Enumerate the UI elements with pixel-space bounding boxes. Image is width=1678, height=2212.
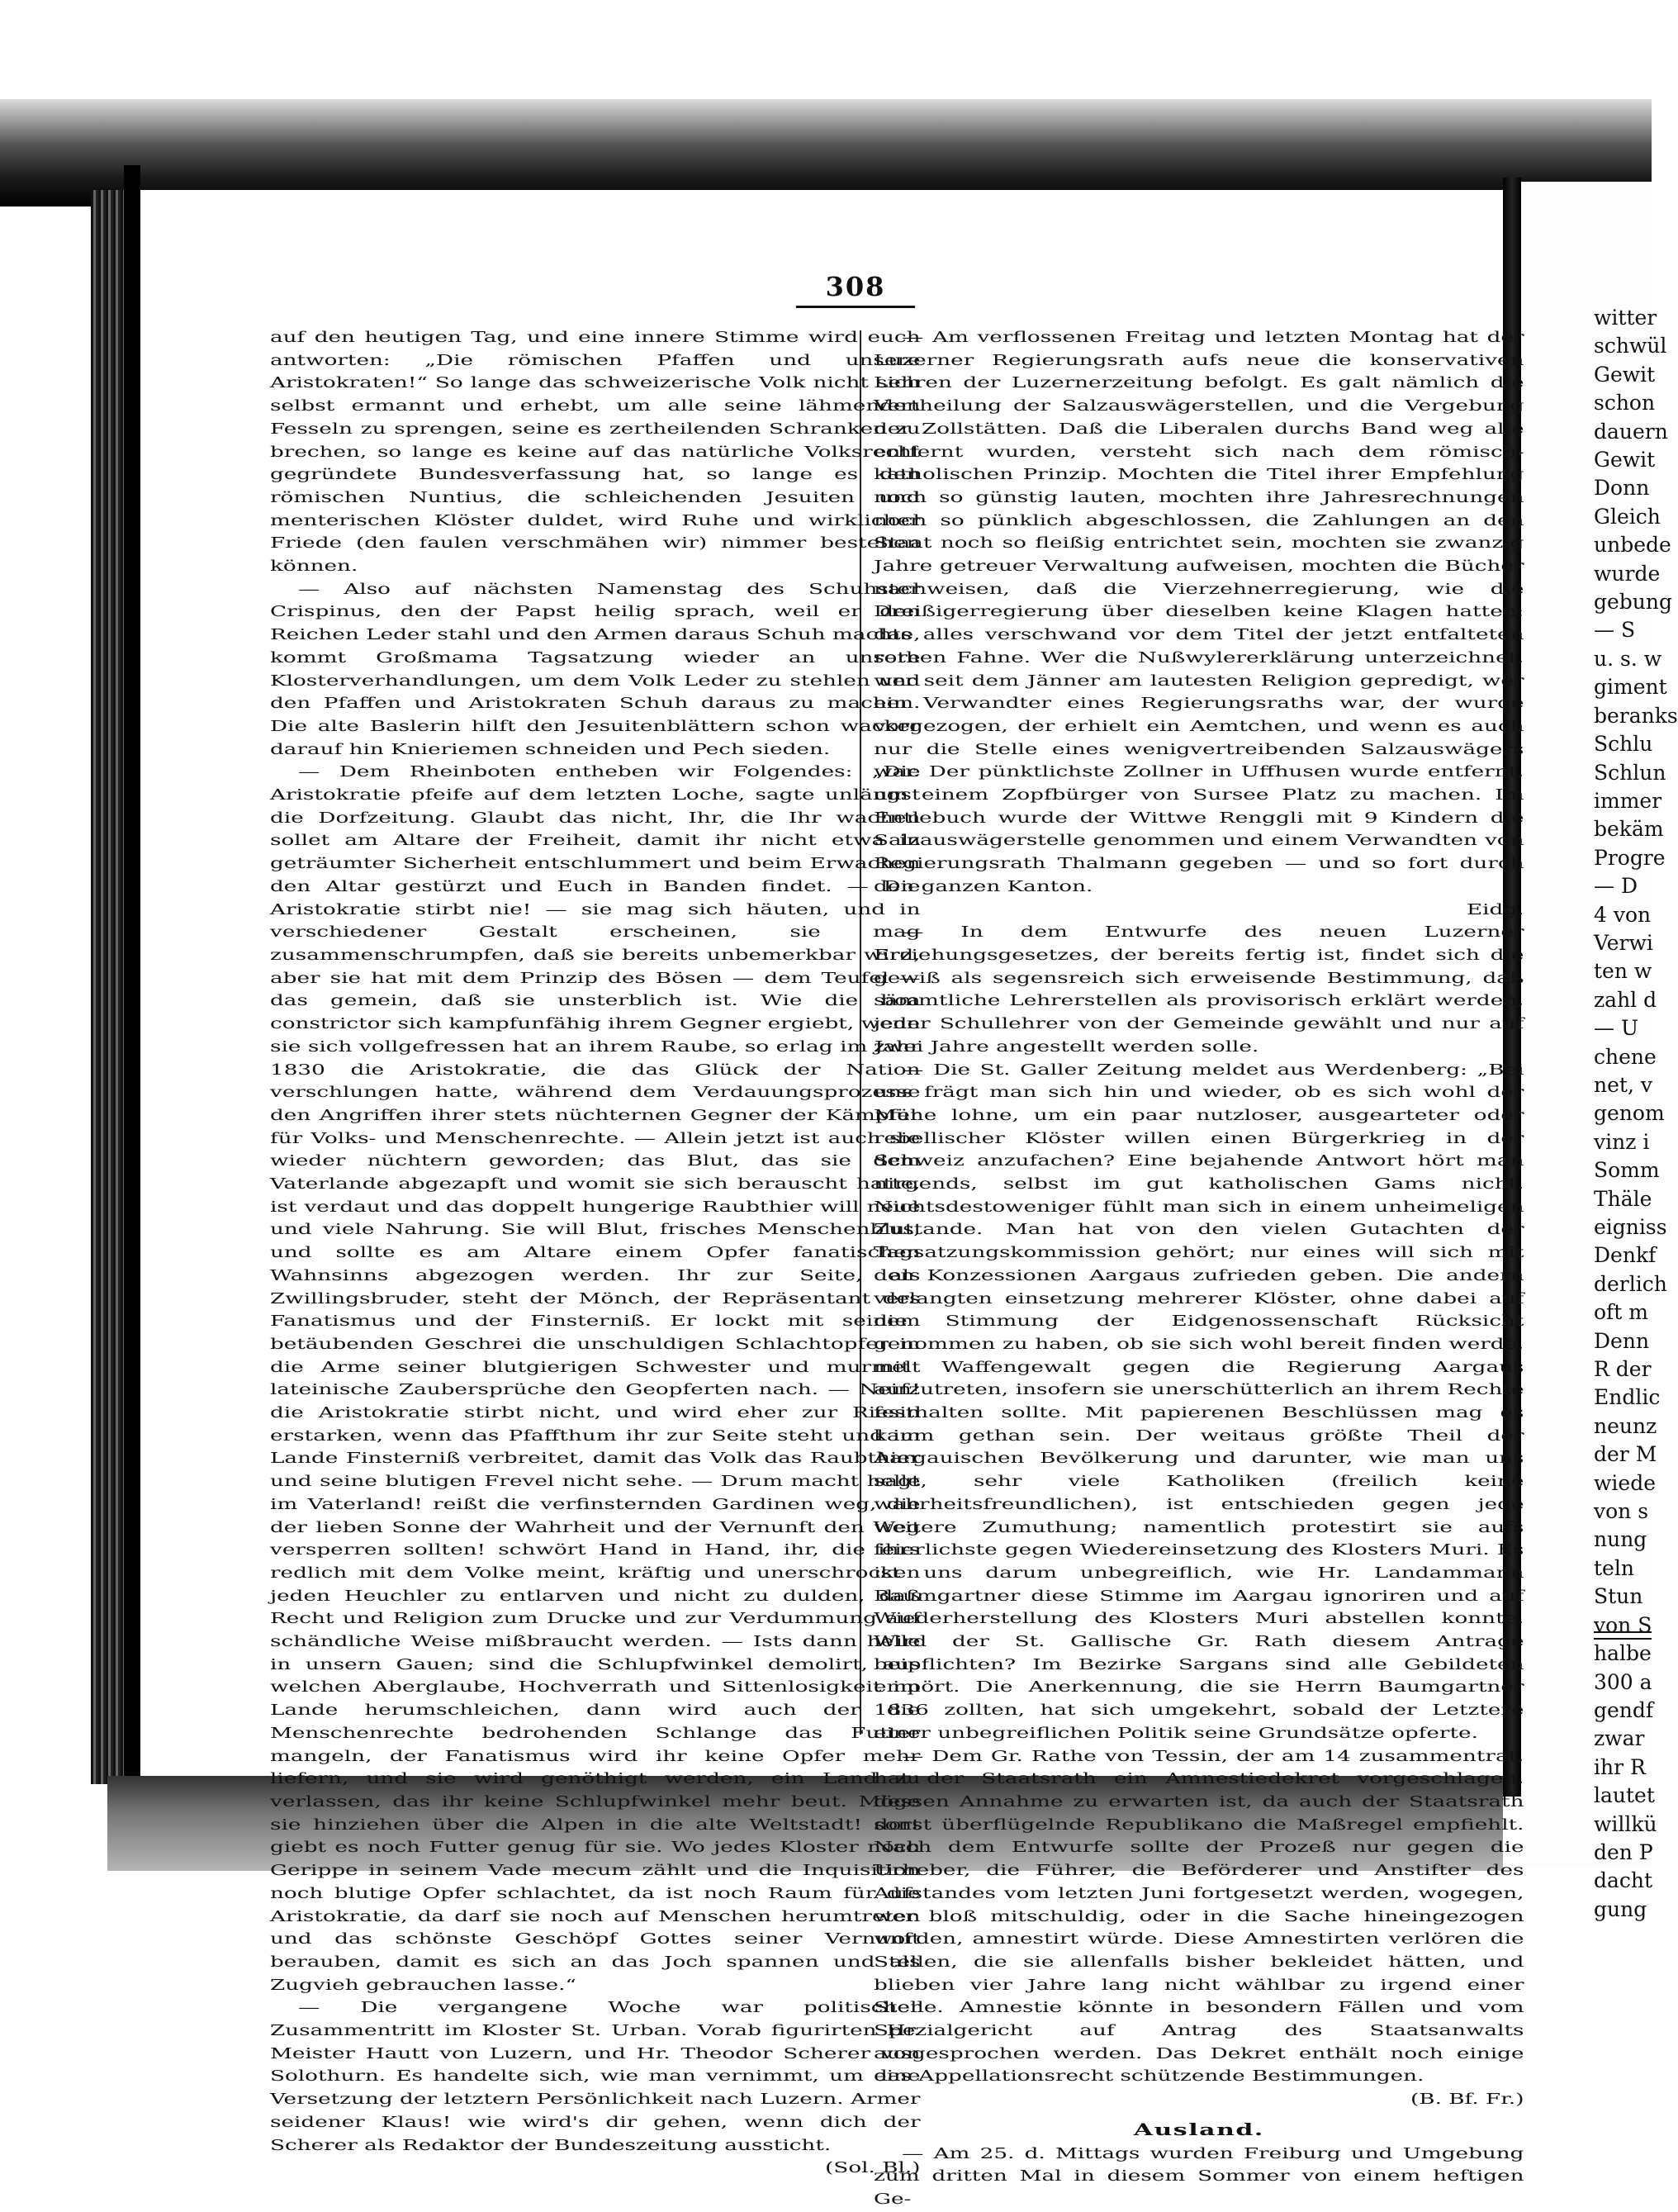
- article-text: — Die vergangene Woche war politischer Zusammentritt im Kloster St. Urban. Vorab figurirten Hr. Meister Hautt von Luzern, und Hr. Theodor Scherer von Solothurn. Es handelte sich, wie man vernimmt, um eine Versetzung der letztern Persönlichkeit nach Luzern. Armer seidener Klaus! wie wird's dir gehen, wenn dich der Scherer als Redaktor der Bundeszeitung aussticht.: [270, 2000, 921, 2154]
- right-column: [874, 327, 1524, 2212]
- adjacent-page-fragment: schwül: [1594, 334, 1667, 358]
- adjacent-page-fragment: bekäm: [1594, 817, 1664, 842]
- article-paragraph: — In dem Entwurfe des neuen Luzerner Erziehungsgesetzes, der bereits fertig ist, findet sich die gewiß als segensreich sich erweisende Bestimmung, daß sämmtliche Lehrerstellen als provisorisch erklärt werden, jeder Schullehrer von der Gemeinde gewählt und nur auf zwei Jahre angestellt werden solle.: [874, 924, 1524, 1056]
- left-column: [270, 327, 921, 2181]
- article-paragraph: [874, 1746, 1524, 2112]
- adjacent-page-fragment: ten w: [1594, 959, 1652, 984]
- adjacent-page-fragment: derlich: [1594, 1271, 1667, 1296]
- adjacent-page-fragment: witter: [1594, 306, 1657, 330]
- adjacent-page-fragment: von S: [1594, 1612, 1652, 1637]
- article-paragraph: — Die St. Galler Zeitung meldet aus Werdenberg: „Bei uns frägt man sich hin und wieder, ob es sich wohl der Mühe lohne, um ein paar nutzloser, ausgearteter oder rebellischer Klöster willen einen Bürgerkrieg in der Schweiz anzufachen? Eine bejahende Antwort hört man nirgends, selbst im gut katholischen Gams nicht. Nichtsdestoweniger fühlt man sich in einem unheimeligen Zustande. Man hat von den vielen Gutachten der Tagsatzungskommission gehört; nur eines will sich mit den Konzessionen Aargaus zufrieden geben. Die andern verlangten einsetzung mehrerer Klöster, ohne dabei auf die Stimmung der Eidgenossenschaft Rücksicht genommen zu haben, ob sie sich wohl bereit finden werde, mit Waffengewalt gegen die Regierung Aargaus aufzutreten, insofern sie unerschütterlich an ihrem Rechte festhalten sollte. Mit papierenen Beschlüssen mag es kaum gethan sein. Der weitaus größte Theil der Aargauischen Bevölkerung und darunter, wie man uns sagt, sehr viele Katholiken (freilich keine wahrheitsfreundlichen), ist entschieden gegen jede weitere Zumuthung; namentlich protestirt sie aufs feierlichste gegen Wiedereinsetzung des Klosters Muri. Es ist uns darum unbegreiflich, wie Hr. Landammann Baumgartner diese Stimme im Aargau ignoriren und auf Wiederherstellung des Klosters Muri abstellen konnte. Wird der St. Gallische Gr. Rath diesem Antrage beipflichten? Im Bezirke Sargans sind alle Gebildeten empört. Die Anerkennung, die sie Herrn Baumgartner 1836 zollten, hat sich umgekehrt, sobald der Letztere einer unbegreiflichen Politik seine Grundsätze opferte.: [874, 1061, 1524, 1742]
- adjacent-page-fragment: zwar: [1594, 1726, 1645, 1751]
- article-paragraph: — Also auf nächsten Namenstag des Schuhster Crispinus, den der Papst heilig sprach, weil er den Reichen Leder stahl und den Armen daraus Schuh machte, kommt Großmama Tagsatzung wieder an unsere Klosterverhandlungen, um dem Volk Leder zu stehlen und den Pfaffen und Aristokraten Schuh daraus zu machen. Die alte Baslerin hilft den Jesuitenblättern schon wacker darauf hin Knieriemen schneiden und Pech sieden.: [270, 581, 921, 758]
- adjacent-page-fragment: lautet: [1594, 1783, 1655, 1808]
- adjacent-page-fragment: u. s. w: [1594, 646, 1662, 671]
- adjacent-page-fragment: dauern: [1594, 419, 1668, 444]
- page-number-rule: [796, 306, 915, 308]
- source-attribution: (Sol. Bl.): [825, 2160, 921, 2177]
- article-paragraph: — Am 25. d. Mittags wurden Freiburg und Umgebung zum dritten Mal in diesem Sommer von einem heftigen Ge-: [874, 2145, 1524, 2208]
- source-attribution: Eidg.: [1466, 901, 1524, 919]
- adjacent-page-fragment: unbede: [1594, 533, 1671, 558]
- adjacent-page-fragment: gendf: [1594, 1697, 1654, 1722]
- adjacent-page-fragment: — U: [1594, 1016, 1639, 1041]
- adjacent-page-fragment: schon: [1594, 391, 1656, 415]
- adjacent-page-fragment: von s: [1594, 1499, 1649, 1524]
- adjacent-page-fragment: nung: [1594, 1527, 1647, 1552]
- adjacent-page-fragment: gung: [1594, 1896, 1647, 1921]
- adjacent-page-fragment: Gewit: [1594, 362, 1656, 387]
- adjacent-page-fragment: Schlun: [1594, 760, 1666, 785]
- adjacent-page-fragment: Verwi: [1594, 930, 1653, 955]
- scan-top-background: [0, 0, 1652, 206]
- adjacent-page-fragment: oft m: [1594, 1300, 1649, 1325]
- adjacent-page-fragment: willkü: [1594, 1811, 1657, 1836]
- article-text: — Dem Gr. Rathe von Tessin, der am 14 zusammentrat, hat der Staatsrath ein Amnestiedekret vorgeschlagen, dessen Annahme zu erwarten ist, da auch der Staatsrath sonst überflügelnde Republikano die Maßregel empfiehlt. Nach dem Entwurfe sollte der Prozeß nur gegen die Urheber, die Führer, die Beförderer und Anstifter des Aufstandes vom letzten Juni fortgesetzt werden, wogegen, wer bloß mitschuldig, oder in die Sache hineingezogen worden, amnestirt würde. Diese Amnestirten verlören die Stellen, die sie allenfalls bisher bekleidet hätten, und blieben vier Jahre lang nicht wählbar zu irgend einer Stelle. Amnestie könnte in besondern Fällen und vom Spezialgericht auf Antrag des Staatsanwalts ausgesprochen werden. Das Dekret enthält noch einige das Appellationsrecht schützende Bestimmungen.: [874, 1748, 1524, 2086]
- section-heading: Ausland.: [1133, 2119, 1264, 2139]
- adjacent-page-fragment: den P: [1594, 1839, 1653, 1864]
- adjacent-page-fragment: Stun: [1594, 1584, 1643, 1609]
- adjacent-page-fragment: 300 a: [1594, 1669, 1652, 1694]
- adjacent-page-fragments: [1594, 182, 1678, 1924]
- adjacent-page-fragment: giment: [1594, 675, 1667, 700]
- adjacent-page: [1521, 182, 1678, 1921]
- adjacent-page-fragment: neunz: [1594, 1413, 1657, 1438]
- adjacent-page-fragment: Progre: [1594, 845, 1666, 870]
- adjacent-page-fragment: vinz i: [1594, 1129, 1650, 1154]
- adjacent-page-fragment: Schlu: [1594, 732, 1653, 757]
- adjacent-page-fragment: wurde: [1594, 561, 1661, 586]
- adjacent-page-fragment: zahl d: [1594, 987, 1657, 1012]
- article-paragraph: [270, 1997, 921, 2181]
- adjacent-page-fragment: eigniss: [1594, 1215, 1667, 1239]
- adjacent-page-fragment: wiede: [1594, 1470, 1656, 1495]
- source-attribution: (B. Bf. Fr.): [1410, 2091, 1524, 2109]
- adjacent-page-fragment: Thäle: [1594, 1186, 1652, 1211]
- page-number: 308: [825, 271, 886, 302]
- adjacent-page-fragment: Denn: [1594, 1328, 1650, 1353]
- adjacent-page-fragment: Donn: [1594, 476, 1650, 501]
- adjacent-page-fragment: halbe: [1594, 1641, 1652, 1666]
- adjacent-page-fragment: 4 von: [1594, 902, 1652, 927]
- article-paragraph: — Dem Rheinboten entheben wir Folgendes: „Die Aristokratie pfeife auf dem letzten Loche, sagte unlängst die Dorfzeitung. Glaubt das nicht, Ihr, die Ihr wachen sollet am Altare der Freiheit, damit ihr nicht etwa in geträumter Sicherheit entschlummert und beim Erwachen den Altar gestürzt und Euch in Banden findet. — Die Aristokratie stirbt nie! — sie mag sich häuten, und in verschiedener Gestalt erscheinen, sie mag zusammenschrumpfen, daß sie bereits unbemerkbar wird, aber sie hat mit dem Prinzip des Bösen — dem Teufel — das gemein, daß sie unsterblich ist. Wie die boa constrictor sich kampfunfähig ihrem Gegner ergiebt, wenn sie sich vollgefressen hat an ihrem Raube, so erlag im Jahr 1830 die Aristokratie, die das Glück der Nation verschlungen hatte, während dem Verdauungsprozesse den Angriffen ihrer stets nüchternen Gegner der Kämpfer für Volks- und Menschenrechte. — Allein jetzt ist auch sie wieder nüchtern geworden; das Blut, das sie dem Vaterlande abgezapft und womit sie sich berauscht hatte, ist verdaut und das doppelt hungerige Raubthier will neue und viele Nahrung. Sie will Blut, frisches Menschenblut, und sollte es am Altare einem Opfer fanatischen Wahnsinns abgezogen werden. Ihr zur Seite, als Zwillingsbruder, steht der Mönch, der Repräsentant des Fanatismus und der Finsterniß. Er lockt mit seinem betäubenden Geschrei die unschuldigen Schlachtopfer in die Arme seiner blutgierigen Schwester und murmelt lateinische Zaubersprüche den Geopferten nach. — Nein! die Aristokratie stirbt nicht, und wird eher zur Riesin erstarken, wenn das Pfaffthum ihr zur Seite steht und im Lande Finsterniß verbreitet, damit das Volk das Raubthier und seine blutigen Frevel nicht sehe. — Drum macht helle im Vaterland! reißt die verfinsternden Gardinen weg, die der lieben Sonne der Wahrheit und der Vernunft den Weg versperren sollten! schwört Hand in Hand, ihr, die ihrs redlich mit dem Volke meint, kräftig und unerschrocken jeden Heuchler zu entlarven und nicht zu dulden, daß Recht und Religion zum Drucke und zur Verdummung auf schändliche Weise mißbraucht werden. — Ists dann helle in unsern Gauen; sind die Schlupfwinkel demolirt, aus welchen Aberglaube, Hochverrath und Sittenlosigkeit im Lande herumschleichen, dann wird auch der die Menschenrechte bedrohenden Schlange das Futter mangeln, der Fanatismus wird ihr keine Opfer mehr liefern, und sie wird genöthigt werden, ein Land zu verlassen, das ihr keine Schlupfwinkel mehr beut. Möge sie hinziehen über die Alpen in die alte Weltstadt! dort giebt es noch Futter genug für sie. Wo jedes Kloster noch Gerippe in seinem Vade mecum zählt und die Inquisition noch blutige Opfer schlachtet, da ist noch Raum für die Aristokratie, da darf sie noch auf Menschen herumtreten und das schönste Geschöpf Gottes seiner Vernunft berauben, damit es sich an das Joch spannen und als Zugvieh gebrauchen lasse.“: [270, 764, 921, 1994]
- adjacent-page-fragment: beranks: [1594, 703, 1678, 728]
- adjacent-page-fragment: der M: [1594, 1442, 1657, 1467]
- adjacent-page-fragment: ihr R: [1594, 1754, 1646, 1779]
- adjacent-page-fragment: dacht: [1594, 1868, 1653, 1893]
- article-paragraph: auf den heutigen Tag, und eine innere Stimme wird euch antworten: „Die römischen Pfaffen und unsere Aristokraten!“ So lange das schweizerische Volk nicht sich selbst ermannt und erhebt, um alle seine lähmenden Fesseln zu sprengen, seine es zertheilenden Schranken zu brechen, so lange es keine auf das natürliche Volksrecht gegründete Bundesverfassung hat, so lange es den römischen Nuntius, die schleichenden Jesuiten und menterischen Klöster duldet, wird Ruhe und wirklicher Friede (den faulen verschmähen wir) nimmer bestehen können.: [270, 330, 921, 576]
- book-left-shadow: [124, 165, 140, 1784]
- adjacent-page-fragment: Endlic: [1594, 1385, 1661, 1410]
- adjacent-page-fragment: gebung: [1594, 590, 1673, 615]
- adjacent-page-fragment: R der: [1594, 1357, 1652, 1382]
- article-paragraph: [874, 327, 1524, 922]
- adjacent-page-fragment: — S: [1594, 618, 1636, 643]
- adjacent-page-fragment: net, v: [1594, 1072, 1652, 1097]
- newspaper-page: [140, 190, 1524, 2208]
- adjacent-page-fragment: Denkf: [1594, 1243, 1657, 1268]
- adjacent-page-fragment: chene: [1594, 1044, 1657, 1069]
- adjacent-page-fragment: immer: [1594, 788, 1662, 813]
- adjacent-page-fragment: teln: [1594, 1555, 1634, 1580]
- adjacent-page-rule: [1594, 1631, 1652, 1640]
- adjacent-page-fragment: Somm: [1594, 1158, 1660, 1183]
- adjacent-page-fragment: — D: [1594, 874, 1638, 899]
- article-text: — Am verflossenen Freitag und letzten Montag hat der Luzerner Regierungsrath aufs neue die konservativen Lehren der Luzernerzeitung befolgt. Es galt nämlich die Vertheilung der Salzauswägerstellen, und die Vergebung der Zollstätten. Daß die Liberalen durchs Band weg alle entfernt wurden, versteht sich nach dem römisch-katholischen Prinzip. Mochten die Titel ihrer Empfehlung noch so günstig lauten, mochten ihre Jahresrechnungen noch so pünklich abgeschlossen, die Zahlungen an den Staat noch so fleißig entrichtet sein, mochten sie zwanzig Jahre getreuer Verwaltung aufweisen, mochten die Bücher nachweisen, daß die Vierzehnerregierung, wie die Dreißigerregierung über dieselben keine Klagen hatten: das alles verschwand vor dem Titel der jetzt entfalteten rothen Fahne. Wer die Nußwylererklärung unterzeichnet, wer seit dem Jänner am lautesten Religion gepredigt, wer ein Verwandter eines Regierungsraths war, der wurde vorgezogen, der erhielt ein Aemtchen, und wenn es auch nur die Stelle eines wenigvertreibenden Salzauswägers war. Der pünktlichste Zollner in Uffhusen wurde entfernt, um einem Zopfbürger von Sursee Platz zu machen. Im Entlebuch wurde der Wittwe Renggli mit 9 Kindern die Salzauswägerstelle genommen und einem Verwandten von Regierungsrath Thalmann gegeben — und so fort durch den ganzen Kanton.: [874, 330, 1524, 895]
- adjacent-page-fragment: Gleich: [1594, 504, 1661, 529]
- adjacent-page-fragment: Gewit: [1594, 448, 1656, 472]
- adjacent-page-fragment: genom: [1594, 1101, 1665, 1126]
